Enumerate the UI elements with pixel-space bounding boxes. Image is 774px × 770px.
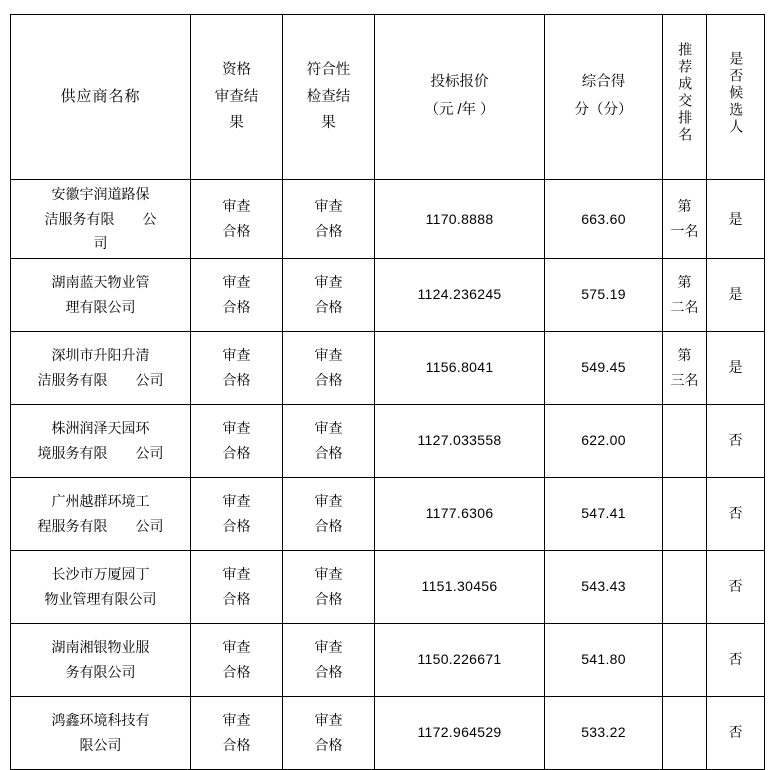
cell-bid-price: 1170.8888: [375, 180, 545, 259]
cell-is-candidate: 否: [707, 550, 765, 623]
cell-is-candidate: 否: [707, 696, 765, 769]
column-header-is-candidate-label: 是否候选人: [728, 50, 745, 136]
cell-compliance-result: 审查 合格: [283, 550, 375, 623]
cell-qualification-result: 审查 合格: [191, 331, 283, 404]
cell-compliance-result: 审查 合格: [283, 180, 375, 259]
cell-is-candidate: 否: [707, 477, 765, 550]
cell-compliance-result: 审查 合格: [283, 696, 375, 769]
cell-bid-price: 1172.964529: [375, 696, 545, 769]
cell-total-score: 533.22: [545, 696, 663, 769]
table-row: [11, 696, 765, 769]
table-row: [11, 477, 765, 550]
cell-qualification-result: 审查 合格: [191, 550, 283, 623]
cell-recommend-rank: 第 二名: [663, 258, 707, 331]
cell-recommend-rank: [663, 623, 707, 696]
column-header-is-candidate: [707, 15, 765, 180]
cell-is-candidate: 是: [707, 331, 765, 404]
table-header: [11, 15, 765, 180]
cell-qualification-result: 审查 合格: [191, 258, 283, 331]
table-row: [11, 404, 765, 477]
cell-compliance-result: 审查 合格: [283, 331, 375, 404]
cell-compliance-result: 审查 合格: [283, 477, 375, 550]
cell-total-score: 549.45: [545, 331, 663, 404]
cell-compliance-result: 审查 合格: [283, 623, 375, 696]
cell-recommend-rank: [663, 404, 707, 477]
cell-qualification-result: 审查 合格: [191, 696, 283, 769]
table-row: [11, 331, 765, 404]
cell-supplier-name: 鸿鑫环境科技有 限公司: [11, 696, 191, 769]
table-row: [11, 258, 765, 331]
cell-total-score: 547.41: [545, 477, 663, 550]
column-header-recommend-rank: [663, 15, 707, 180]
column-header-supplier: [11, 15, 191, 180]
cell-supplier-name: 安徽宇润道路保 洁服务有限 公 司: [11, 180, 191, 259]
column-header-bid-price-label: 投标报价 （元 /年 ）: [424, 74, 495, 118]
column-header-supplier-label: 供应商名称: [60, 87, 141, 105]
cell-supplier-name: 长沙市万厦园丁 物业管理有限公司: [11, 550, 191, 623]
cell-qualification-result: 审查 合格: [191, 623, 283, 696]
cell-bid-price: 1150.226671: [375, 623, 545, 696]
column-header-qualification: [191, 15, 283, 180]
cell-supplier-name: 株洲润泽天园环 境服务有限 公司: [11, 404, 191, 477]
column-header-bid-price: [375, 15, 545, 180]
cell-compliance-result: 审查 合格: [283, 258, 375, 331]
column-header-compliance-label: 符合性 检查结 果: [306, 61, 351, 132]
table-row: [11, 180, 765, 259]
cell-qualification-result: 审查 合格: [191, 404, 283, 477]
cell-is-candidate: 是: [707, 258, 765, 331]
cell-recommend-rank: 第 三名: [663, 331, 707, 404]
cell-is-candidate: 是: [707, 180, 765, 259]
cell-recommend-rank: 第 一名: [663, 180, 707, 259]
cell-total-score: 663.60: [545, 180, 663, 259]
column-header-total-score-label: 综合得 分（分）: [574, 74, 633, 118]
cell-total-score: 575.19: [545, 258, 663, 331]
cell-recommend-rank: [663, 550, 707, 623]
cell-recommend-rank: [663, 477, 707, 550]
cell-bid-price: 1177.6306: [375, 477, 545, 550]
cell-supplier-name: 湖南湘银物业服 务有限公司: [11, 623, 191, 696]
cell-total-score: 622.00: [545, 404, 663, 477]
column-header-total-score: [545, 15, 663, 180]
cell-compliance-result: 审查 合格: [283, 404, 375, 477]
bid-evaluation-table: [10, 14, 765, 770]
cell-is-candidate: 否: [707, 623, 765, 696]
cell-bid-price: 1124.236245: [375, 258, 545, 331]
cell-bid-price: 1127.033558: [375, 404, 545, 477]
cell-total-score: 543.43: [545, 550, 663, 623]
table-row: [11, 550, 765, 623]
column-header-qualification-label: 资格 审查结 果: [214, 61, 259, 132]
cell-qualification-result: 审查 合格: [191, 180, 283, 259]
header-row: [11, 15, 765, 180]
cell-supplier-name: 湖南蓝天物业管 理有限公司: [11, 258, 191, 331]
table-row: [11, 623, 765, 696]
cell-recommend-rank: [663, 696, 707, 769]
cell-total-score: 541.80: [545, 623, 663, 696]
cell-supplier-name: 深圳市升阳升清 洁服务有限 公司: [11, 331, 191, 404]
cell-supplier-name: 广州越群环境工 程服务有限 公司: [11, 477, 191, 550]
column-header-recommend-rank-label: 推荐成交排名: [677, 42, 694, 145]
table-body: [11, 180, 765, 770]
cell-is-candidate: 否: [707, 404, 765, 477]
cell-bid-price: 1156.8041: [375, 331, 545, 404]
cell-qualification-result: 审查 合格: [191, 477, 283, 550]
cell-bid-price: 1151.30456: [375, 550, 545, 623]
column-header-compliance: [283, 15, 375, 180]
